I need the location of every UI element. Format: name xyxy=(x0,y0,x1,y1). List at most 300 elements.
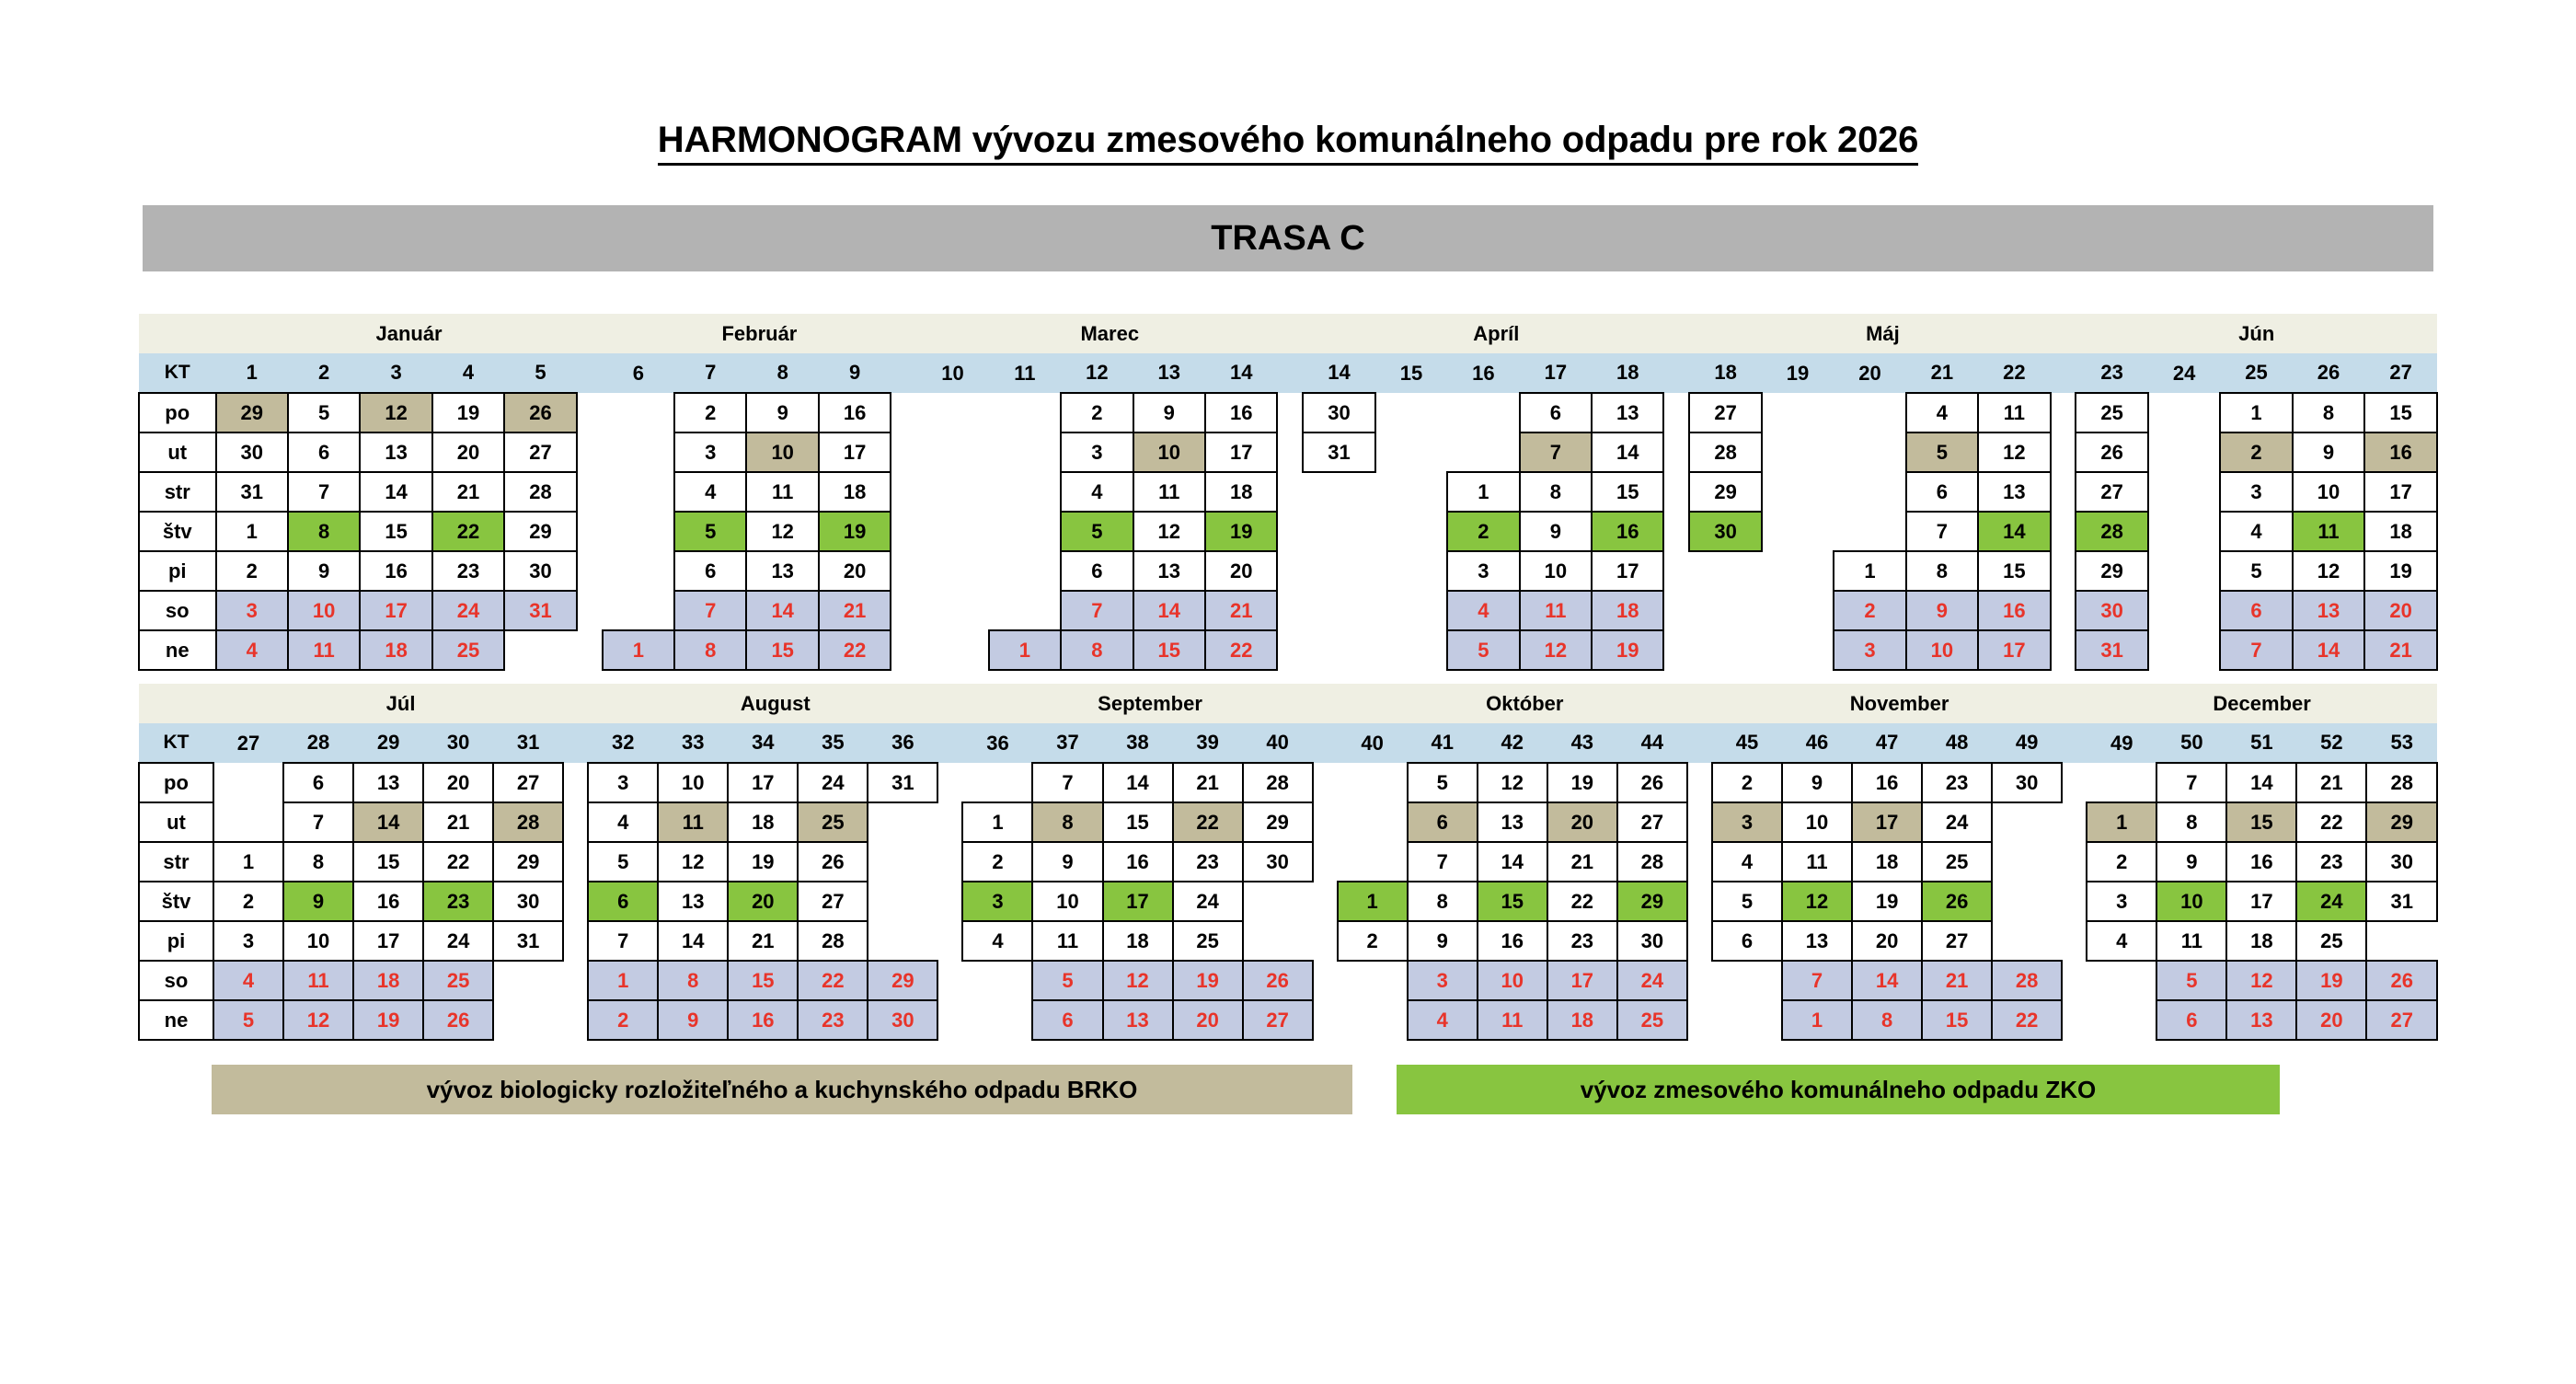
calendar-day-cell: 4 xyxy=(213,961,283,1000)
calendar-gap xyxy=(937,763,962,802)
weekday-label: ut xyxy=(139,802,213,842)
calendar-day-cell: 15 xyxy=(1592,472,1663,512)
calendar-day-cell: 18 xyxy=(1205,472,1277,512)
calendar-day-cell: 31 xyxy=(216,472,288,512)
calendar-day-cell: 2 xyxy=(1447,512,1519,551)
calendar-day-cell: 20 xyxy=(819,551,891,591)
calendar-gap xyxy=(2062,802,2087,842)
calendar-day-cell: 24 xyxy=(2296,882,2366,921)
week-number: 28 xyxy=(283,723,353,763)
calendar-cell-empty xyxy=(1689,630,1761,670)
calendar-day-cell: 17 xyxy=(1103,882,1173,921)
calendar-day-cell: 1 xyxy=(588,961,658,1000)
calendar-day-cell: 5 xyxy=(1032,961,1102,1000)
calendar-day-cell: 19 xyxy=(728,842,798,882)
calendar-day-cell: 12 xyxy=(2293,551,2364,591)
calendar-day-cell: 10 xyxy=(283,921,353,961)
month-header: November xyxy=(1712,684,2087,723)
calendar-day-cell: 8 xyxy=(1520,472,1592,512)
calendar-day-cell: 20 xyxy=(1205,551,1277,591)
calendar-day-cell: 22 xyxy=(432,512,504,551)
calendar-gap xyxy=(1313,802,1338,842)
calendar-day-cell: 27 xyxy=(1243,1000,1313,1040)
calendar-gap xyxy=(2051,551,2076,591)
calendar-gap xyxy=(2062,763,2087,802)
calendar-gap xyxy=(1313,882,1338,921)
calendar-day-cell: 16 xyxy=(819,393,891,432)
calendar-gap xyxy=(1277,591,1303,630)
month-header: Apríl xyxy=(1303,314,1689,353)
calendar-gap xyxy=(1687,802,1712,842)
calendar-day-cell: 20 xyxy=(2364,591,2437,630)
calendar-day-cell: 27 xyxy=(1922,921,1992,961)
week-number: 41 xyxy=(1408,723,1478,763)
week-number: 33 xyxy=(658,723,728,763)
legend-brko xyxy=(212,1065,1352,1114)
calendar-cell-empty xyxy=(2148,393,2220,432)
calendar-gap xyxy=(2062,921,2087,961)
calendar-day-cell: 8 xyxy=(1061,630,1133,670)
calendar-day-cell: 14 xyxy=(746,591,818,630)
calendar-cell-empty xyxy=(2366,921,2437,961)
calendar-day-cell: 3 xyxy=(1408,961,1478,1000)
calendar-day-cell: 10 xyxy=(746,432,818,472)
calendar-day-cell: 28 xyxy=(1243,763,1313,802)
calendar-gap xyxy=(1687,961,1712,1000)
calendar-day-cell: 1 xyxy=(1782,1000,1852,1040)
calendar-day-cell: 19 xyxy=(819,512,891,551)
calendar-day-cell: 6 xyxy=(1520,393,1592,432)
calendar-day-cell: 5 xyxy=(1712,882,1782,921)
calendar-gap xyxy=(1277,512,1303,551)
calendar-gap xyxy=(1313,961,1338,1000)
calendar-day-cell: 28 xyxy=(1689,432,1761,472)
calendar-cell-empty xyxy=(1762,591,1834,630)
calendar-day-cell: 14 xyxy=(1103,763,1173,802)
calendar-day-cell: 17 xyxy=(1978,630,2050,670)
legend-brko-text: vývoz biologicky rozložiteľného a kuchynského odpadu BRKO xyxy=(426,1075,1138,1103)
calendar-day-cell: 26 xyxy=(2366,961,2437,1000)
month-header: Január xyxy=(216,314,603,353)
calendar-cell-empty xyxy=(603,393,674,432)
calendar-day-cell: 15 xyxy=(728,961,798,1000)
calendar-day-cell: 5 xyxy=(1906,432,1978,472)
calendar-day-cell: 14 xyxy=(2226,763,2296,802)
calendar-day-cell: 21 xyxy=(1547,842,1617,882)
calendar-day-cell: 1 xyxy=(603,630,674,670)
calendar-gap xyxy=(563,961,588,1000)
calendar-cell-empty xyxy=(916,472,988,512)
calendar-day-cell: 11 xyxy=(1782,842,1852,882)
calendar-gap xyxy=(1277,630,1303,670)
calendar-day-cell: 26 xyxy=(1243,961,1313,1000)
weekday-label: str xyxy=(139,472,216,512)
calendar-day-cell: 16 xyxy=(360,551,431,591)
calendar-day-cell: 15 xyxy=(746,630,818,670)
week-number: 27 xyxy=(2364,353,2437,393)
calendar-day-cell: 20 xyxy=(432,432,504,472)
calendar-day-cell: 22 xyxy=(819,630,891,670)
calendar-day-cell: 6 xyxy=(674,551,746,591)
calendar-day-cell: 2 xyxy=(2220,432,2292,472)
week-number: 48 xyxy=(1922,723,1992,763)
calendar-day-cell: 8 xyxy=(283,842,353,882)
calendar-day-cell: 12 xyxy=(1782,882,1852,921)
calendar-day-cell: 17 xyxy=(1547,961,1617,1000)
calendar-day-cell: 9 xyxy=(283,882,353,921)
calendar-day-cell: 29 xyxy=(2076,551,2147,591)
calendar-cell-empty xyxy=(493,1000,563,1040)
week-number: 51 xyxy=(2226,723,2296,763)
calendar-gap xyxy=(2051,591,2076,630)
calendar-day-cell: 7 xyxy=(288,472,360,512)
calendar-day-cell: 23 xyxy=(2296,842,2366,882)
calendar-cell-empty xyxy=(1338,802,1408,842)
calendar-day-cell: 4 xyxy=(1712,842,1782,882)
calendar-day-cell: 25 xyxy=(1922,842,1992,882)
week-number-gap xyxy=(577,353,603,393)
calendar-gap xyxy=(1313,763,1338,802)
calendar-day-cell: 2 xyxy=(1834,591,1905,630)
calendar-day-cell: 2 xyxy=(962,842,1032,882)
calendar-day-cell: 11 xyxy=(1478,1000,1547,1040)
calendar-cell-empty xyxy=(2148,512,2220,551)
calendar-day-cell: 27 xyxy=(504,432,576,472)
calendar-gap xyxy=(1313,842,1338,882)
calendar-day-cell: 3 xyxy=(1712,802,1782,842)
calendar-cell-empty xyxy=(1375,393,1447,432)
week-number: 30 xyxy=(423,723,493,763)
calendar-day-cell: 19 xyxy=(2364,551,2437,591)
legend xyxy=(138,1065,2438,1114)
calendar-row xyxy=(139,432,2437,472)
weekday-label: so xyxy=(139,591,216,630)
week-number: 53 xyxy=(2366,723,2437,763)
week-number: 1 xyxy=(216,353,288,393)
calendar-day-cell: 3 xyxy=(2087,882,2156,921)
calendar-day-cell: 24 xyxy=(1173,882,1243,921)
calendar-day-cell: 22 xyxy=(423,842,493,882)
calendar-gap xyxy=(2051,630,2076,670)
calendar-day-cell: 1 xyxy=(213,842,283,882)
week-number: 3 xyxy=(360,353,431,393)
calendar-day-cell: 6 xyxy=(1906,472,1978,512)
calendar-day-cell: 19 xyxy=(1205,512,1277,551)
calendar-gap xyxy=(2051,393,2076,432)
week-number: 27 xyxy=(213,723,283,763)
calendar-day-cell: 29 xyxy=(216,393,288,432)
calendar-day-cell: 8 xyxy=(1032,802,1102,842)
calendar-day-cell: 22 xyxy=(1992,1000,2062,1040)
calendar-day-cell: 14 xyxy=(1852,961,1922,1000)
page-title-text: HARMONOGRAM vývozu zmesového komunálneho odpadu pre rok 2026 xyxy=(658,120,1918,166)
weekday-label: pi xyxy=(139,921,213,961)
calendar-cell-empty xyxy=(989,393,1061,432)
calendar-gap xyxy=(577,591,603,630)
calendar-gap xyxy=(891,591,916,630)
week-number-label: KT xyxy=(139,723,213,763)
calendar-gap xyxy=(563,921,588,961)
calendar-cell-empty xyxy=(1338,842,1408,882)
calendar-day-cell: 16 xyxy=(728,1000,798,1040)
calendar-day-cell: 7 xyxy=(1906,512,1978,551)
calendar-day-cell: 27 xyxy=(1617,802,1687,842)
calendar-day-cell: 12 xyxy=(658,842,728,882)
calendar-day-cell: 13 xyxy=(1133,551,1205,591)
week-number: 12 xyxy=(1061,353,1133,393)
calendar-day-cell: 18 xyxy=(1103,921,1173,961)
calendar-day-cell: 15 xyxy=(1922,1000,1992,1040)
legend-zko-text: vývoz zmesového komunálneho odpadu ZKO xyxy=(1580,1075,2097,1103)
month-header: September xyxy=(962,684,1337,723)
calendar-cell-empty xyxy=(1375,512,1447,551)
calendar-gap xyxy=(891,432,916,472)
calendar-day-cell: 18 xyxy=(1852,842,1922,882)
calendar-cell-empty xyxy=(989,432,1061,472)
calendar-row xyxy=(139,551,2437,591)
calendar-day-cell: 19 xyxy=(1547,763,1617,802)
calendar-gap xyxy=(1687,842,1712,882)
calendar-day-cell: 17 xyxy=(353,921,423,961)
calendar-gap xyxy=(1687,882,1712,921)
week-number: 49 xyxy=(1992,723,2062,763)
calendar-day-cell: 18 xyxy=(1547,1000,1617,1040)
week-number: 17 xyxy=(1520,353,1592,393)
calendar-gap xyxy=(2051,432,2076,472)
calendar-day-cell: 17 xyxy=(2226,882,2296,921)
week-number: 36 xyxy=(962,723,1032,763)
calendar-day-cell: 12 xyxy=(2226,961,2296,1000)
route-banner-text: TRASA C xyxy=(1211,218,1365,258)
calendar-day-cell: 19 xyxy=(2296,961,2366,1000)
calendar-day-cell: 2 xyxy=(213,882,283,921)
calendar-gap xyxy=(563,1000,588,1040)
calendar-day-cell: 8 xyxy=(1906,551,1978,591)
calendar-day-cell: 10 xyxy=(1906,630,1978,670)
calendar-day-cell: 7 xyxy=(1408,842,1478,882)
calendar-day-cell: 12 xyxy=(1520,630,1592,670)
calendar-cell-empty xyxy=(1375,551,1447,591)
month-header: Október xyxy=(1338,684,1712,723)
calendar-cell-empty xyxy=(916,393,988,432)
calendar-day-cell: 3 xyxy=(1447,551,1519,591)
calendar-cell-empty xyxy=(1338,961,1408,1000)
calendar-day-cell: 17 xyxy=(2364,472,2437,512)
calendar-day-cell: 4 xyxy=(1408,1000,1478,1040)
week-number: 14 xyxy=(1303,353,1374,393)
calendar-day-cell: 6 xyxy=(2156,1000,2226,1040)
calendar-day-cell: 7 xyxy=(1061,591,1133,630)
calendar-day-cell: 15 xyxy=(1133,630,1205,670)
calendar-day-cell: 30 xyxy=(1617,921,1687,961)
calendar-day-cell: 28 xyxy=(2366,763,2437,802)
calendar-day-cell: 8 xyxy=(2156,802,2226,842)
calendar-day-cell: 14 xyxy=(2293,630,2364,670)
calendar-day-cell: 15 xyxy=(1103,802,1173,842)
calendar-day-cell: 31 xyxy=(1303,432,1374,472)
calendar-day-cell: 25 xyxy=(432,630,504,670)
calendar-day-cell: 10 xyxy=(1478,961,1547,1000)
calendar-gap xyxy=(937,1000,962,1040)
week-number: 10 xyxy=(916,353,988,393)
calendar-cell-empty xyxy=(1992,802,2062,842)
calendar-day-cell: 2 xyxy=(1061,393,1133,432)
calendar-gap xyxy=(2062,842,2087,882)
calendar-day-cell: 8 xyxy=(1852,1000,1922,1040)
calendar-day-cell: 6 xyxy=(2220,591,2292,630)
calendar-day-cell: 28 xyxy=(798,921,868,961)
calendar-cell-empty xyxy=(1375,432,1447,472)
week-number: 22 xyxy=(1978,353,2050,393)
calendar-day-cell: 31 xyxy=(2366,882,2437,921)
calendar-cell-empty xyxy=(1375,630,1447,670)
calendar-day-cell: 11 xyxy=(746,472,818,512)
calendar-day-cell: 3 xyxy=(674,432,746,472)
calendar-day-cell: 16 xyxy=(1852,763,1922,802)
calendar-day-cell: 13 xyxy=(353,763,423,802)
calendar-day-cell: 9 xyxy=(1032,842,1102,882)
week-number: 46 xyxy=(1782,723,1852,763)
calendar-day-cell: 3 xyxy=(588,763,658,802)
calendar-day-cell: 30 xyxy=(493,882,563,921)
weekday-label: ne xyxy=(139,1000,213,1040)
weekday-label: ut xyxy=(139,432,216,472)
calendar-cell-empty xyxy=(1834,393,1905,432)
calendar-row xyxy=(139,882,2437,921)
calendar-day-cell: 14 xyxy=(1133,591,1205,630)
calendar-gap xyxy=(2062,1000,2087,1040)
calendar-cell-empty xyxy=(603,591,674,630)
calendar-day-cell: 12 xyxy=(1478,763,1547,802)
calendar-day-cell: 6 xyxy=(283,763,353,802)
calendar-day-cell: 5 xyxy=(213,1000,283,1040)
week-number: 42 xyxy=(1478,723,1547,763)
calendar-day-cell: 18 xyxy=(819,472,891,512)
calendar-day-cell: 13 xyxy=(1478,802,1547,842)
calendar-row xyxy=(139,842,2437,882)
calendar-day-cell: 10 xyxy=(1520,551,1592,591)
calendar-cell-empty xyxy=(868,842,937,882)
calendar-cell-empty xyxy=(916,630,988,670)
calendar-day-cell: 18 xyxy=(728,802,798,842)
calendar-day-cell: 13 xyxy=(1103,1000,1173,1040)
calendar-day-cell: 10 xyxy=(2293,472,2364,512)
calendar-day-cell: 17 xyxy=(1852,802,1922,842)
calendar-day-cell: 19 xyxy=(1173,961,1243,1000)
calendar-day-cell: 13 xyxy=(1782,921,1852,961)
calendar-day-cell: 7 xyxy=(283,802,353,842)
calendar-gap xyxy=(577,512,603,551)
calendar-day-cell: 27 xyxy=(2076,472,2147,512)
calendar-gap xyxy=(1663,432,1689,472)
calendar-day-cell: 30 xyxy=(1303,393,1374,432)
calendar-day-cell: 20 xyxy=(1852,921,1922,961)
calendar-day-cell: 19 xyxy=(353,1000,423,1040)
calendar-day-cell: 30 xyxy=(2076,591,2147,630)
calendar-day-cell: 23 xyxy=(798,1000,868,1040)
calendar-day-cell: 25 xyxy=(2076,393,2147,432)
calendar-cell-empty xyxy=(916,551,988,591)
week-number: 18 xyxy=(1689,353,1761,393)
calendar-day-cell: 21 xyxy=(1205,591,1277,630)
calendar-cell-empty xyxy=(962,961,1032,1000)
calendar-day-cell: 9 xyxy=(1782,763,1852,802)
calendar-day-cell: 12 xyxy=(1133,512,1205,551)
calendar-day-cell: 3 xyxy=(1834,630,1905,670)
calendar-row xyxy=(139,591,2437,630)
calendar-day-cell: 15 xyxy=(1478,882,1547,921)
calendar-day-cell: 1 xyxy=(1834,551,1905,591)
month-row-spacer xyxy=(139,684,213,723)
calendar-day-cell: 5 xyxy=(588,842,658,882)
calendar-day-cell: 10 xyxy=(288,591,360,630)
calendar-day-cell: 18 xyxy=(1592,591,1663,630)
calendar-cell-empty xyxy=(2148,432,2220,472)
calendar-day-cell: 13 xyxy=(658,882,728,921)
calendar-day-cell: 25 xyxy=(798,802,868,842)
calendar-cell-empty xyxy=(1243,882,1313,921)
calendar-day-cell: 7 xyxy=(588,921,658,961)
calendar-day-cell: 14 xyxy=(1592,432,1663,472)
calendar-day-cell: 7 xyxy=(1782,961,1852,1000)
calendar-row xyxy=(139,1000,2437,1040)
calendar-day-cell: 6 xyxy=(1061,551,1133,591)
calendar-day-cell: 3 xyxy=(216,591,288,630)
calendar-cell-empty xyxy=(603,432,674,472)
week-number: 49 xyxy=(2087,723,2156,763)
calendar-day-cell: 11 xyxy=(1978,393,2050,432)
calendar-gap xyxy=(577,472,603,512)
calendar-day-cell: 26 xyxy=(1617,763,1687,802)
calendar-day-cell: 24 xyxy=(1617,961,1687,1000)
calendar-gap xyxy=(891,512,916,551)
month-header: Máj xyxy=(1689,314,2076,353)
calendar-block xyxy=(138,314,2438,671)
calendar-cell-empty xyxy=(603,551,674,591)
month-header: Marec xyxy=(916,314,1303,353)
calendar-day-cell: 21 xyxy=(819,591,891,630)
calendar-day-cell: 24 xyxy=(423,921,493,961)
calendar-cell-empty xyxy=(1303,551,1374,591)
calendar-day-cell: 13 xyxy=(360,432,431,472)
calendar-cell-empty xyxy=(1447,393,1519,432)
calendar-cell-empty xyxy=(1762,472,1834,512)
calendar-gap xyxy=(1663,472,1689,512)
calendar-row xyxy=(139,472,2437,512)
calendar-day-cell: 11 xyxy=(1133,472,1205,512)
calendar-row xyxy=(139,512,2437,551)
calendar-day-cell: 2 xyxy=(1338,921,1408,961)
calendar-day-cell: 22 xyxy=(1205,630,1277,670)
calendar-day-cell: 1 xyxy=(1447,472,1519,512)
calendar-gap xyxy=(563,842,588,882)
calendar-day-cell: 2 xyxy=(674,393,746,432)
calendar-gap xyxy=(1277,551,1303,591)
calendar-cell-empty xyxy=(1992,882,2062,921)
calendar-day-cell: 7 xyxy=(2156,763,2226,802)
calendar-day-cell: 23 xyxy=(1173,842,1243,882)
calendar-cell-empty xyxy=(1992,921,2062,961)
weekday-label: po xyxy=(139,763,213,802)
calendar-day-cell: 9 xyxy=(2293,432,2364,472)
calendar-day-cell: 11 xyxy=(1032,921,1102,961)
calendar-day-cell: 30 xyxy=(1992,763,2062,802)
calendar-day-cell: 26 xyxy=(423,1000,493,1040)
calendar-cell-empty xyxy=(1689,551,1761,591)
calendar-day-cell: 18 xyxy=(2364,512,2437,551)
calendar-day-cell: 31 xyxy=(504,591,576,630)
calendar-day-cell: 15 xyxy=(1978,551,2050,591)
